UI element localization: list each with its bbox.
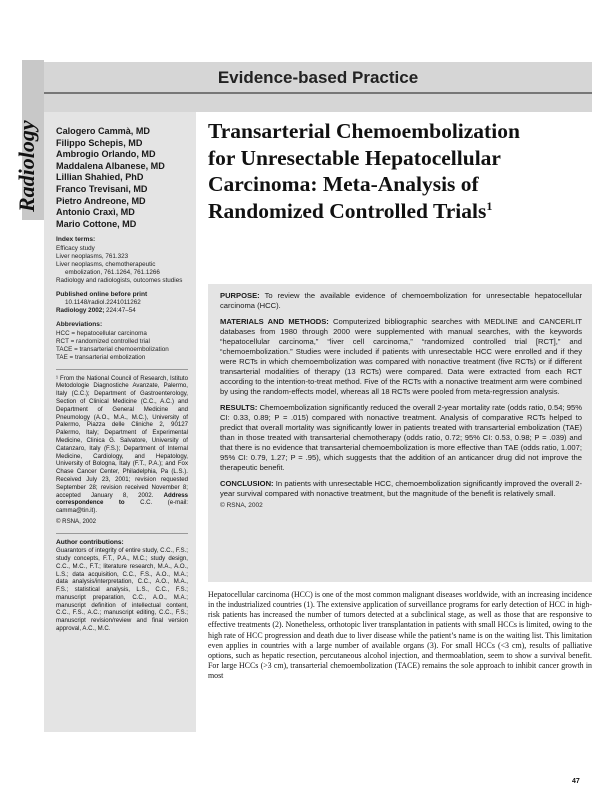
correspondence-label: Address correspondence to [56,491,188,507]
results-text: Chemoembolization significantly reduced the overall 2-year mortality rate (odds ratio, 0.54; 95% CI: 0.33, 0.89; P = .015) compared with nonactive treatment. Analysis of comparative RCTs helped to predict that overall mortality was significantly lower in patients treated with transarterial embolization (TAE) than in those treated with transarterial chemotherapy (odds ratio, 0.72; 95% CI: 0.53, 0.98; P = .039) and that there is no evidence that transarterial chemoembolization is more effective than TAE (odds ratio, 1.007; 95% CI: 0.79, 1.27; P = .95), which suggests that the addition of an anticancer drug did not improve the therapeutic benefit. [220,403,582,472]
page-number: 47 [572,778,580,785]
author: Antonio Craxì, MD [56,207,135,218]
abstract [208,284,592,582]
affiliation-footnote [56,375,188,515]
section-rule [44,92,592,94]
citation-label: Radiology 2002; [56,307,105,315]
publication-info [56,291,188,315]
abbreviation: HCC = hepatocellular carcinoma [56,329,147,337]
index-term: Liver neoplasms, 761.323 [56,252,129,260]
abstract-copyright: © RSNA, 2002 [220,502,263,509]
sidebar-divider [56,369,188,370]
author: Franco Trevisani, MD [56,183,148,194]
abbreviations-heading: Abbreviations: [56,321,103,329]
purpose-text: To review the available evidence of chemoembolization for unresectable hepatocellular carcinoma (HCC). [220,291,582,310]
purpose-label: PURPOSE: [220,291,260,300]
author: Maddalena Albanese, MD [56,160,165,171]
results-label: RESULTS: [220,403,258,412]
abbreviation: TACE = transarterial chemoembolization [56,345,169,353]
index-terms [56,236,188,284]
index-term: Efficacy study [56,244,95,252]
conclusion-text: In patients with unresectable HCC, chemoembolization significantly improved the overall 2-year survival compared with nonactive treatment, but the magnitude of the benefit is relatively small. [220,479,582,498]
abbreviation: TAE = transarterial embolization [56,353,146,361]
body-text: Hepatocellular carcinoma (HCC) is one of the most common malignant diseases worldwide, with an increasing incidence in the industrialized countries (1). The extensive application of surveillance programs for early detection of HCC in high-risk patients has increased the number of tumors detected at a subclinical stage, as well as those that are responsive to effective treatments (2). Nonetheless, orthotopic liver transplantation in patients with small HCCs is limited, owing to the high rate of HCC progression and death due to liver disease while the patient’s name is on the waiting list. This limitation even applies in countries with a large number of available organs (3). For small HCCs (<3 cm), results of palliative options, such as hepatic resection, percutaneous alcohol injection, and thermoablation, seem to show a survival benefit. For large HCCs (>3 cm), transarterial chemoembolization (TACE) remains the sole approach to inhibit cancer growth in most [208,590,592,681]
article-title-text: Transarterial Chemoembolization for Unresectable Hepatocellular Carcinoma: Meta-Analysis of Randomized Controlled Trials [208,119,520,223]
author: Ambrogio Orlando, MD [56,149,156,160]
contributions-text: Guarantors of integrity of entire study, C.C., F.S.; study concepts, F.T., P.A., M.C.; study design, C.C., M.C., F.T.; literature research, M.A., A.O., L.S.; data acquisition, C.C., F.S., A.O., M.A.; data analysis/interpretation, C.C., A.O., M.A., F.S.; statistical analysis, L.S., C.C., F.S.; manuscript preparation, C.C., A.O., M.A.; manuscript definition of intellectual content, C.C., F.S., A.C.; manuscript editing, C.C., F.S.; manuscript revision/review and final version approval, A.C., M.C. [56,547,188,633]
citation: 224:47–54 [106,307,136,315]
journal-name: Radiology [14,120,39,212]
conclusion-label: CONCLUSION: [220,479,274,488]
abstract-results [220,403,582,473]
contributions-heading: Author contributions: [56,538,124,546]
doi: 10.1148/radiol.2241011262 [65,299,141,307]
correspondence: C.C. (e-mail: camma@tin.it). [56,499,189,515]
sidebar [44,112,196,732]
sidebar-divider [56,533,188,534]
title-footnote-marker: 1 [486,198,493,213]
section-title: Evidence-based Practice [217,68,419,87]
footnote-text: ¹ From the National Council of Research, Istituto Metodologie Diagnostiche Avanzate, Palermo, Italy (C.C.); Department of Gastroenterology, Section of Clinical Medicine (C.C., A.C.) and Department of General Medicine and Pneumology (A.O., M.A., M.C.), University of Palermo, Piazza delle Cliniche 2, 90127 Palermo, Italy; Department of Experimental Medicine, Clinica G. Salvatore, University of Catanzaro, Italy (F.S.); Department of Internal Medicine, Cardiology, and Hepatology, University of Bologna, Italy (F.T., P.A.); and Fox Chase Cancer Center, Philadelphia, Pa (L.S.). Received July 23, 2001; revision requested September 28; revision received November 8; accepted January 8, 2002. [56,374,188,499]
publication-heading: Published online before print [56,290,148,298]
author-list [56,126,188,230]
abstract-methods [220,317,582,397]
author: Lillian Shahied, PhD [56,172,144,183]
author: Calogero Cammà, MD [56,126,150,136]
author: Mario Cottone, MD [56,218,137,229]
methods-label: MATERIALS AND METHODS: [220,317,329,326]
abbreviation: RCT = randomized controlled trial [56,337,150,345]
abbreviations [56,321,188,361]
abstract-conclusion [220,479,582,499]
article-title [208,118,548,224]
index-terms-heading: Index terms: [56,236,96,244]
index-term: Liver neoplasms, chemotherapeutic embolization, 761.1264, 761.1266 [56,260,160,276]
abstract-purpose [220,291,582,311]
footnote-copyright: © RSNA, 2002 [56,517,97,525]
author: Filippo Schepis, MD [56,137,143,148]
methods-text: Computerized bibliographic searches with MEDLINE and CANCERLIT databases from 1980 through 2000 were supplemented with manual searches, with the keywords “hepatocellular carcinoma,” “liver cell carcinoma,” “randomized controlled trial [RCT],” and “chemoembolization.” Studies were included if patients with unresectable HCC were enrolled and if they were RCTs in which chemoembolization was compared with nonactive treatment (five RCTs) or if different transarterial modalities of therapy (13 RCTs) were compared. Data were extracted from each RCT according to the intention-to-treat method. Five of the RCTs with a nonactive treatment arm were combined by using the random-effects model, whereas all 18 RCTs were pooled from meta-regression analysis. [220,317,582,396]
author: Pietro Andreone, MD [56,195,146,206]
index-term: Radiology and radiologists, outcomes studies [56,276,183,284]
